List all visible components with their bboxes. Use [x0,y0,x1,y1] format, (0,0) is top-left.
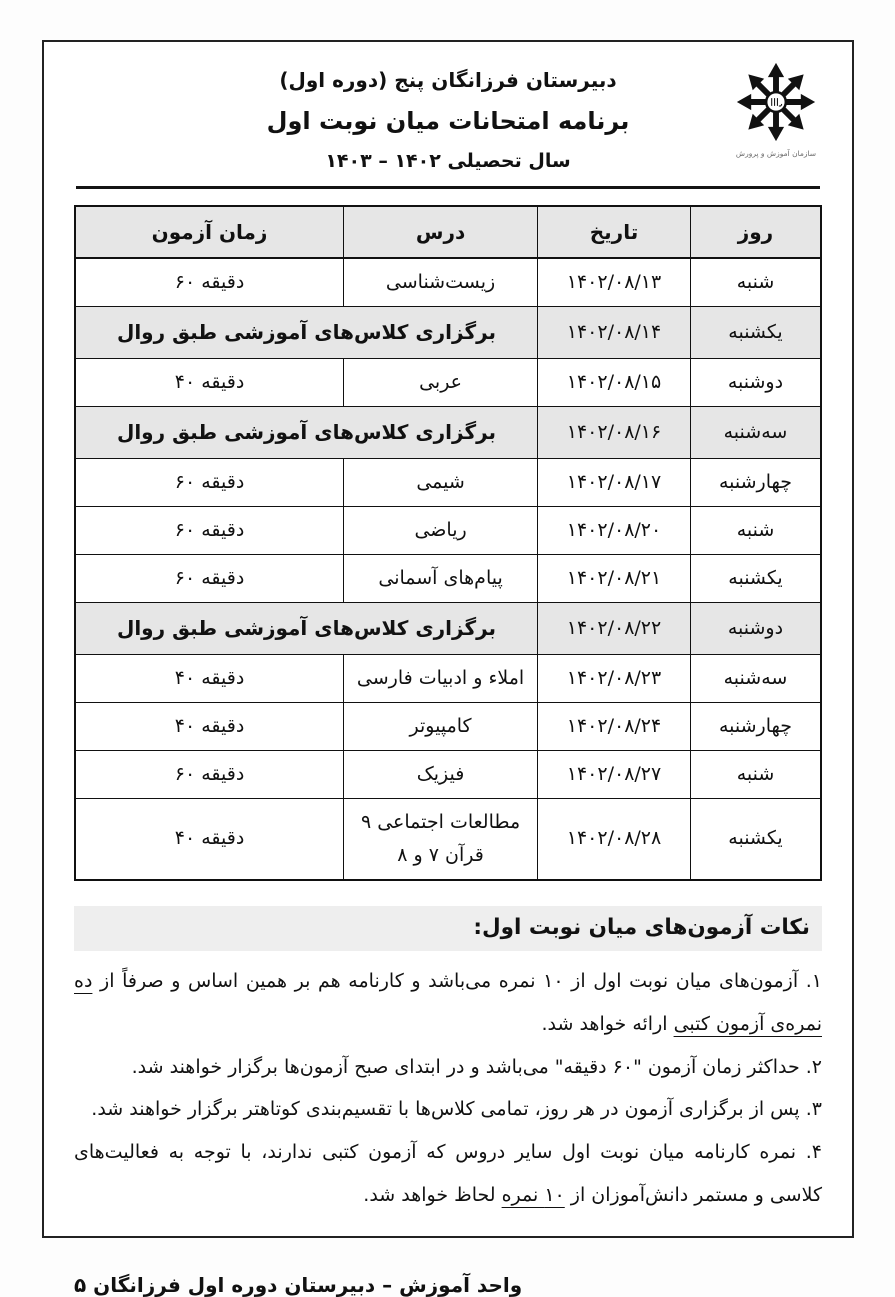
exam-row [75,751,821,799]
subject-cell: فیزیک [344,751,538,799]
note-item: ۲. حداکثر زمان آزمون "۶۰ دقیقه" می‌باشد و در ابتدای صبح آزمون‌ها برگزار خواهند شد. [131,1055,822,1078]
subject-cell: زیست‌شناسی [344,258,538,307]
subject-cell: پیام‌های آسمانی [344,555,538,603]
page-title: برنامه امتحانات میان نوبت اول [266,107,630,135]
subject-cell: املاء و ادبیات فارسی [344,655,538,703]
subject-cell: کامپیوتر [344,703,538,751]
subject-cell: مطالعات اجتماعی ۹ قرآن ۷ و ۸ [344,799,538,881]
academic-year: سال تحصیلی ۱۴۰۲ – ۱۴۰۳ [325,150,571,172]
exam-row [75,703,821,751]
underlined-phrase: ده نمره‌ی آزمون کتبی [74,970,822,1035]
date-cell: ۱۴۰۲/۰۸/۱۷ [538,459,691,507]
column-header-duration: زمان آزمون [75,206,344,258]
ministry-of-education-emblem [726,60,826,159]
document-page [42,40,854,1297]
notes-list [74,960,822,1217]
day-cell: شنبه [690,507,821,555]
duration-cell: ۶۰ دقیقه [75,555,344,603]
exam-schedule-table [74,205,822,881]
no-exam-note-cell: برگزاری کلاس‌های آموزشی طبق روال [75,603,538,655]
emblem-caption: سازمان آموزش و پرورش [735,149,817,158]
day-cell: سه‌شنبه [690,655,821,703]
date-cell: ۱۴۰۲/۰۸/۲۴ [538,703,691,751]
subject-cell: شیمی [344,459,538,507]
duration-cell: ۴۰ دقیقه [75,703,344,751]
day-cell: شنبه [690,258,821,307]
note-item: ۳. پس از برگزاری آزمون در هر روز، تمامی کلاس‌ها با تقسیم‌بندی کوتاهتر برگزار خواهند شد. [91,1098,822,1121]
date-cell: ۱۴۰۲/۰۸/۲۷ [538,751,691,799]
exam-row [75,258,821,307]
exam-row [75,799,821,881]
class-day-row [75,307,821,359]
exam-row [75,359,821,407]
underlined-phrase: ۱۰ نمره [501,1183,565,1206]
day-cell: چهارشنبه [690,703,821,751]
exam-row [75,555,821,603]
date-cell: ۱۴۰۲/۰۸/۱۵ [538,359,691,407]
school-name: دبیرستان فرزانگان پنج (دوره اول) [279,68,617,92]
day-cell: چهارشنبه [690,459,821,507]
duration-cell: ۴۰ دقیقه [75,799,344,881]
notes-heading: نکات آزمون‌های میان نوبت اول: [74,906,822,951]
note-item: ۱. آزمون‌های میان نوبت اول از ۱۰ نمره می‌باشد و کارنامه هم بر همین اساس و صرفاً از ده نمره‌ی آزمون کتبی ارائه خواهد شد. [74,970,822,1035]
duration-cell: ۶۰ دقیقه [75,459,344,507]
date-cell: ۱۴۰۲/۰۸/۲۱ [538,555,691,603]
day-cell: شنبه [690,751,821,799]
date-cell: ۱۴۰۲/۰۸/۲۸ [538,799,691,881]
date-cell: ۱۴۰۲/۰۸/۱۳ [538,258,691,307]
class-day-row [75,407,821,459]
table-header-row [75,206,821,258]
column-header-day: روز [690,206,821,258]
subject-cell: عربی [344,359,538,407]
title-block [74,64,822,172]
exam-row [75,459,821,507]
day-cell: دوشنبه [690,359,821,407]
day-cell: دوشنبه [690,603,821,655]
document-header [74,64,822,180]
no-exam-note-cell: برگزاری کلاس‌های آموزشی طبق روال [75,307,538,359]
date-cell: ۱۴۰۲/۰۸/۱۶ [538,407,691,459]
duration-cell: ۶۰ دقیقه [75,751,344,799]
subject-cell: ریاضی [344,507,538,555]
day-cell: یکشنبه [690,555,821,603]
column-header-date: تاریخ [538,206,691,258]
day-cell: یکشنبه [690,799,821,881]
duration-cell: ۴۰ دقیقه [75,655,344,703]
header-divider [76,186,820,189]
note-item: ۴. نمره کارنامه میان نوبت اول سایر دروس که آزمون کتبی ندارند، با توجه به فعالیت‌های کلاسی و مستمر دانش‌آموزان از ۱۰ نمره لحاظ خواهد شد. [74,1141,822,1206]
duration-cell: ۶۰ دقیقه [75,507,344,555]
date-cell: ۱۴۰۲/۰۸/۲۲ [538,603,691,655]
footer-signature: واحد آموزش – دبیرستان دوره اول فرزانگان ۵ [74,1272,523,1297]
duration-cell: ۴۰ دقیقه [75,359,344,407]
emblem-star-icon [734,60,818,144]
exam-row [75,507,821,555]
no-exam-note-cell: برگزاری کلاس‌های آموزشی طبق روال [75,407,538,459]
exam-row [75,655,821,703]
date-cell: ۱۴۰۲/۰۸/۲۳ [538,655,691,703]
date-cell: ۱۴۰۲/۰۸/۱۴ [538,307,691,359]
class-day-row [75,603,821,655]
duration-cell: ۶۰ دقیقه [75,258,344,307]
date-cell: ۱۴۰۲/۰۸/۲۰ [538,507,691,555]
column-header-subject: درس [344,206,538,258]
day-cell: سه‌شنبه [690,407,821,459]
day-cell: یکشنبه [690,307,821,359]
